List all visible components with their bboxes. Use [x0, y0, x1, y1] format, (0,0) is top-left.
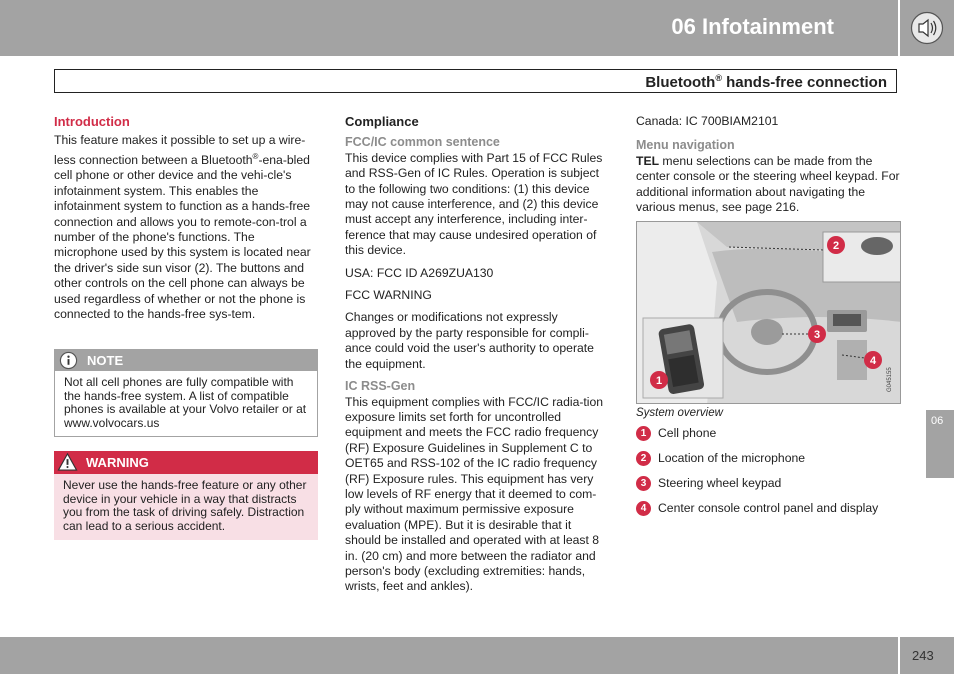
- car-interior-illustration: [637, 222, 901, 404]
- section-title-bar: [54, 69, 897, 93]
- column-1: [54, 114, 318, 329]
- warning-box: [54, 451, 318, 540]
- legend-item: [636, 451, 906, 476]
- introduction-paragraph: This feature makes it possible to set up a wire-less connection between a Bluetooth®-ena-bled cell phone or other device and the vehi-cle's infotainment system. This enables the infotainment system to function as a hands-free connection and allows you to remote-con-trol a number of the phone's functions. The microphone used by this system is located near the driver's side sun visor (2). The buttons and other controls on the cell phone can always be used regardless of whether or not the phone is connected to the hands-free sys-tem.: [54, 133, 311, 321]
- menu-navigation-heading: Menu navigation: [636, 138, 735, 153]
- note-text: Not all cell phones are fully compatible with the hands-free system. A list of compatible phones is available at your Volvo retailer or at www.volvocars.us: [64, 375, 307, 430]
- chapter-title: 06 Infotainment: [671, 14, 834, 39]
- legend-label: Center console control panel and display: [658, 501, 879, 515]
- legend-number: 4: [636, 501, 651, 516]
- legend-number: 1: [636, 426, 651, 441]
- header-icon-box: [900, 0, 954, 56]
- legend-item: [636, 501, 906, 526]
- rss-heading: IC RSS-Gen: [345, 379, 416, 394]
- fcc-id: USA: FCC ID A269ZUA130: [345, 265, 494, 280]
- figure-legend: [636, 426, 906, 526]
- header-bar: [0, 0, 898, 56]
- section-title: Bluetooth® hands-free connection: [645, 73, 887, 91]
- side-tab-label: 06: [931, 415, 944, 427]
- figure-caption: System overview: [636, 407, 723, 419]
- note-header: [55, 350, 317, 371]
- warning-triangle-icon: [57, 452, 78, 472]
- column-2: [345, 114, 609, 602]
- menu-navigation-paragraph: TEL menu selections can be made from the center console or the steering wheel keypad. For additional information about navigating the various menus, see page 216.: [636, 153, 900, 215]
- introduction-heading: Introduction: [54, 114, 130, 129]
- svg-text:3: 3: [813, 329, 821, 341]
- footer-bar: [0, 637, 898, 674]
- svg-text:1: 1: [655, 375, 663, 387]
- note-box: [54, 349, 318, 437]
- legend-label: Steering wheel keypad: [658, 476, 782, 490]
- note-label: NOTE: [87, 353, 124, 368]
- legend-item: [636, 426, 906, 451]
- fcc-warning: FCC WARNING: [345, 288, 432, 303]
- fcc-changes-paragraph: Changes or modifications not expressly approved by the party responsible for compli-ance could void the user's authority to operate the equipment.: [345, 310, 594, 371]
- warning-label: WARNING: [86, 455, 149, 470]
- system-overview-figure: [636, 221, 901, 404]
- legend-label: Location of the microphone: [658, 451, 806, 465]
- compliance-heading: Compliance: [345, 114, 419, 129]
- rss-paragraph: This equipment complies with FCC/IC radia-tion exposure limits set forth for uncontrolled equipment and meets the FCC radio frequency (RF) Exposure Guidelines in Supplement C to OET65 and RSS-102 of the IC radio frequency (RF) Exposure rules. This equipment has very low levels of RF energy that it deemed to com-ply without maximum permissive exposure evaluation (MPE). But it is desirable that it should be installed and operated with at least 8 in. (20 cm) and more between the radiator and person's body (excluding extremities: hands, wrists, feet and ankles).: [345, 394, 604, 594]
- fcc-paragraph: This device complies with Part 15 of FCC Rules and RSS-Gen of IC Rules. Operation is subject to the following two conditions: (1) this device may not cause interference, and (2) this device must accept any interference, including inter-ference that may cause undesired operation of this device.: [345, 150, 603, 258]
- svg-text:4: 4: [869, 355, 877, 367]
- legend-label: Cell phone: [658, 426, 717, 440]
- figure-code: G045155: [887, 367, 893, 392]
- column-3: [636, 114, 900, 222]
- legend-number: 3: [636, 476, 651, 491]
- info-icon: [59, 351, 78, 370]
- chapter-side-tab: [926, 410, 954, 478]
- page-number: 243: [912, 648, 934, 663]
- speaker-icon: [910, 11, 944, 45]
- legend-item: [636, 476, 906, 501]
- warning-text: Never use the hands-free feature or any other device in your vehicle in a way that distracts you from the task of driving safely. Distraction can lead to a serious accident.: [63, 478, 307, 533]
- legend-number: 2: [636, 451, 651, 466]
- canada-ic: Canada: IC 700BIAM2101: [636, 114, 779, 128]
- warning-header: [54, 451, 318, 474]
- fcc-heading: FCC/IC common sentence: [345, 135, 500, 150]
- svg-text:2: 2: [832, 240, 840, 252]
